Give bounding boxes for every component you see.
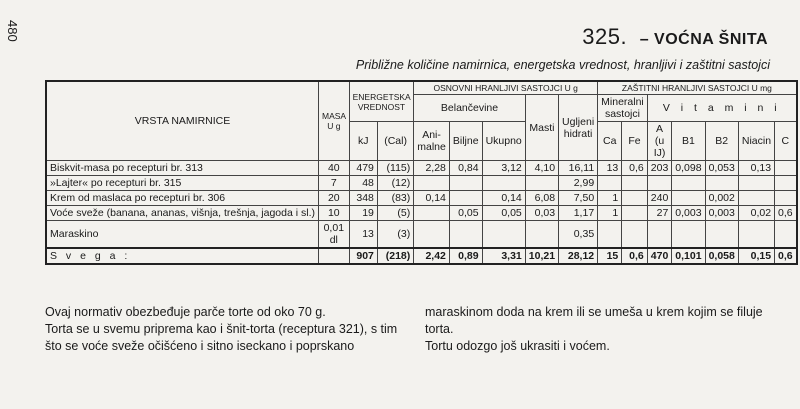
cell-fe: 0,6 bbox=[622, 161, 648, 176]
cell-b1 bbox=[672, 191, 705, 206]
cell-b1: 0,003 bbox=[672, 206, 705, 221]
cell-c: 0,6 bbox=[775, 206, 797, 221]
cell-a bbox=[647, 221, 672, 249]
paragraph: Tortu odozgo još ukrasiti i voćem. bbox=[425, 339, 610, 353]
cell-a: 470 bbox=[647, 248, 672, 264]
cell-kj: 348 bbox=[349, 191, 377, 206]
header-zastitni: ZAŠTITNI HRANLJIVI SASTOJCI U mg bbox=[598, 81, 797, 95]
header-c: C bbox=[775, 122, 797, 161]
cell-anim: 0,14 bbox=[414, 191, 450, 206]
food-name: »Lajter« po recepturi br. 315 bbox=[46, 176, 319, 191]
cell-a: 203 bbox=[647, 161, 672, 176]
cell-c bbox=[775, 191, 797, 206]
cell-kj: 48 bbox=[349, 176, 377, 191]
header-fe: Fe bbox=[622, 122, 648, 161]
cell-masti: 6,08 bbox=[525, 191, 558, 206]
cell-cal: (115) bbox=[377, 161, 413, 176]
cell-b2 bbox=[705, 221, 738, 249]
cell-masa: 10 bbox=[319, 206, 350, 221]
header-vrsta: VRSTA NAMIRNICE bbox=[46, 81, 319, 161]
cell-masti bbox=[525, 221, 558, 249]
food-name: Krem od maslaca po recepturi br. 306 bbox=[46, 191, 319, 206]
cell-kj: 479 bbox=[349, 161, 377, 176]
cell-anim bbox=[414, 221, 450, 249]
header-masa: MASA U g bbox=[319, 81, 350, 161]
cell-b2: 0,003 bbox=[705, 206, 738, 221]
cell-c bbox=[775, 176, 797, 191]
cell-ni: 0,15 bbox=[738, 248, 774, 264]
table-row bbox=[46, 161, 797, 176]
cell-fe bbox=[622, 191, 648, 206]
header-animalne: Ani- malne bbox=[414, 122, 450, 161]
header-b2: B2 bbox=[705, 122, 738, 161]
table-row bbox=[46, 221, 797, 249]
header-biljne: Biljne bbox=[449, 122, 482, 161]
cell-anim bbox=[414, 206, 450, 221]
cell-b1 bbox=[672, 176, 705, 191]
paragraph: Torta se u svemu priprema kao i šnit-torta (receptura 321), s tim što se voće sveže očišćeno i sitno iseckano i poprskano bbox=[45, 322, 398, 353]
cell-masti: 0,03 bbox=[525, 206, 558, 221]
header-ukupno: Ukupno bbox=[482, 122, 525, 161]
header-b1: B1 bbox=[672, 122, 705, 161]
cell-anim: 2,42 bbox=[414, 248, 450, 264]
recipe-name: – VOĆNA ŠNITA bbox=[639, 31, 768, 48]
header-masti: Masti bbox=[525, 95, 558, 161]
cell-uk: 0,14 bbox=[482, 191, 525, 206]
cell-a: 27 bbox=[647, 206, 672, 221]
cell-ni: 0,13 bbox=[738, 161, 774, 176]
cell-ca bbox=[598, 221, 622, 249]
cell-fe: 0,6 bbox=[622, 248, 648, 264]
cell-fe bbox=[622, 221, 648, 249]
cell-ni bbox=[738, 221, 774, 249]
header-osnovni: OSNOVNI HRANLJIVI SASTOJCI U g bbox=[414, 81, 598, 95]
food-name: S v e g a : bbox=[46, 248, 319, 264]
paragraph: Ovaj normativ obezbeđuje parče torte od oko 70 g. bbox=[45, 305, 326, 319]
food-name: Maraskino bbox=[46, 221, 319, 249]
cell-bilj bbox=[449, 176, 482, 191]
cell-ca: 13 bbox=[598, 161, 622, 176]
cell-ca: 15 bbox=[598, 248, 622, 264]
cell-ni bbox=[738, 176, 774, 191]
cell-bilj: 0,05 bbox=[449, 206, 482, 221]
cell-masa: 0,01 dl bbox=[319, 221, 350, 249]
header-ca: Ca bbox=[598, 122, 622, 161]
header-belancevine: Belančevine bbox=[414, 95, 526, 122]
cell-c bbox=[775, 161, 797, 176]
header-vitamini: V i t a m i n i bbox=[647, 95, 796, 122]
cell-b2: 0,058 bbox=[705, 248, 738, 264]
cell-ni: 0,02 bbox=[738, 206, 774, 221]
table-row bbox=[46, 191, 797, 206]
cell-cal: (218) bbox=[377, 248, 413, 264]
cell-bilj: 0,84 bbox=[449, 161, 482, 176]
cell-ni bbox=[738, 191, 774, 206]
header-a: A (u IJ) bbox=[647, 122, 672, 161]
cell-ugh: 0,35 bbox=[559, 221, 598, 249]
cell-ugh: 16,11 bbox=[559, 161, 598, 176]
header-ugljeni: Ugljeni hidrati bbox=[559, 95, 598, 161]
cell-cal: (12) bbox=[377, 176, 413, 191]
cell-ugh: 28,12 bbox=[559, 248, 598, 264]
cell-kj: 19 bbox=[349, 206, 377, 221]
cell-masa: 7 bbox=[319, 176, 350, 191]
header-kj: kJ bbox=[349, 122, 377, 161]
table-body bbox=[46, 161, 797, 265]
cell-bilj: 0,89 bbox=[449, 248, 482, 264]
recipe-title bbox=[582, 24, 768, 50]
cell-ugh: 7,50 bbox=[559, 191, 598, 206]
cell-cal: (5) bbox=[377, 206, 413, 221]
header-niacin: Niacin bbox=[738, 122, 774, 161]
cell-c: 0,6 bbox=[775, 248, 797, 264]
nutrition-table bbox=[45, 80, 798, 265]
cell-bilj bbox=[449, 191, 482, 206]
header-energ: ENERGETSKA VREDNOST bbox=[349, 81, 414, 122]
cell-kj: 13 bbox=[349, 221, 377, 249]
cell-b2: 0,053 bbox=[705, 161, 738, 176]
cell-anim bbox=[414, 176, 450, 191]
cell-ca: 1 bbox=[598, 206, 622, 221]
cell-uk: 3,31 bbox=[482, 248, 525, 264]
cell-masti bbox=[525, 176, 558, 191]
cell-a bbox=[647, 176, 672, 191]
cell-cal: (3) bbox=[377, 221, 413, 249]
cell-masti: 4,10 bbox=[525, 161, 558, 176]
text-right-column bbox=[425, 304, 780, 355]
cell-b2 bbox=[705, 176, 738, 191]
cell-ugh: 1,17 bbox=[559, 206, 598, 221]
cell-a: 240 bbox=[647, 191, 672, 206]
cell-masti: 10,21 bbox=[525, 248, 558, 264]
cell-ca bbox=[598, 176, 622, 191]
cell-b2: 0,002 bbox=[705, 191, 738, 206]
cell-b1: 0,098 bbox=[672, 161, 705, 176]
cell-masa: 20 bbox=[319, 191, 350, 206]
cell-ca: 1 bbox=[598, 191, 622, 206]
cell-kj: 907 bbox=[349, 248, 377, 264]
header-cal: (Cal) bbox=[377, 122, 413, 161]
cell-bilj bbox=[449, 221, 482, 249]
cell-uk: 3,12 bbox=[482, 161, 525, 176]
cell-uk bbox=[482, 221, 525, 249]
cell-b1: 0,101 bbox=[672, 248, 705, 264]
paragraph: maraskinom doda na krem ili se umeša u krem kojim se filuje torta. bbox=[425, 305, 763, 336]
food-name: Voće sveže (banana, ananas, višnja, trešnja, jagoda i sl.) bbox=[46, 206, 319, 221]
food-name: Biskvit-masa po recepturi br. 313 bbox=[46, 161, 319, 176]
recipe-number: 325. bbox=[582, 24, 628, 49]
header-mineralni: Mineralni sastojci bbox=[598, 95, 648, 122]
cell-fe bbox=[622, 176, 648, 191]
table-row bbox=[46, 176, 797, 191]
cell-fe bbox=[622, 206, 648, 221]
total-row bbox=[46, 248, 797, 264]
cell-b1 bbox=[672, 221, 705, 249]
cell-ugh: 2,99 bbox=[559, 176, 598, 191]
cell-masa bbox=[319, 248, 350, 264]
page-number: 480 bbox=[5, 20, 20, 42]
cell-cal: (83) bbox=[377, 191, 413, 206]
cell-uk bbox=[482, 176, 525, 191]
subtitle: Približne količine namirnica, energetska vrednost, hranljivi i zaštitni sastojci bbox=[355, 58, 770, 72]
cell-c bbox=[775, 221, 797, 249]
cell-anim: 2,28 bbox=[414, 161, 450, 176]
text-left-column bbox=[45, 304, 405, 355]
cell-masa: 40 bbox=[319, 161, 350, 176]
cell-uk: 0,05 bbox=[482, 206, 525, 221]
table-row bbox=[46, 206, 797, 221]
